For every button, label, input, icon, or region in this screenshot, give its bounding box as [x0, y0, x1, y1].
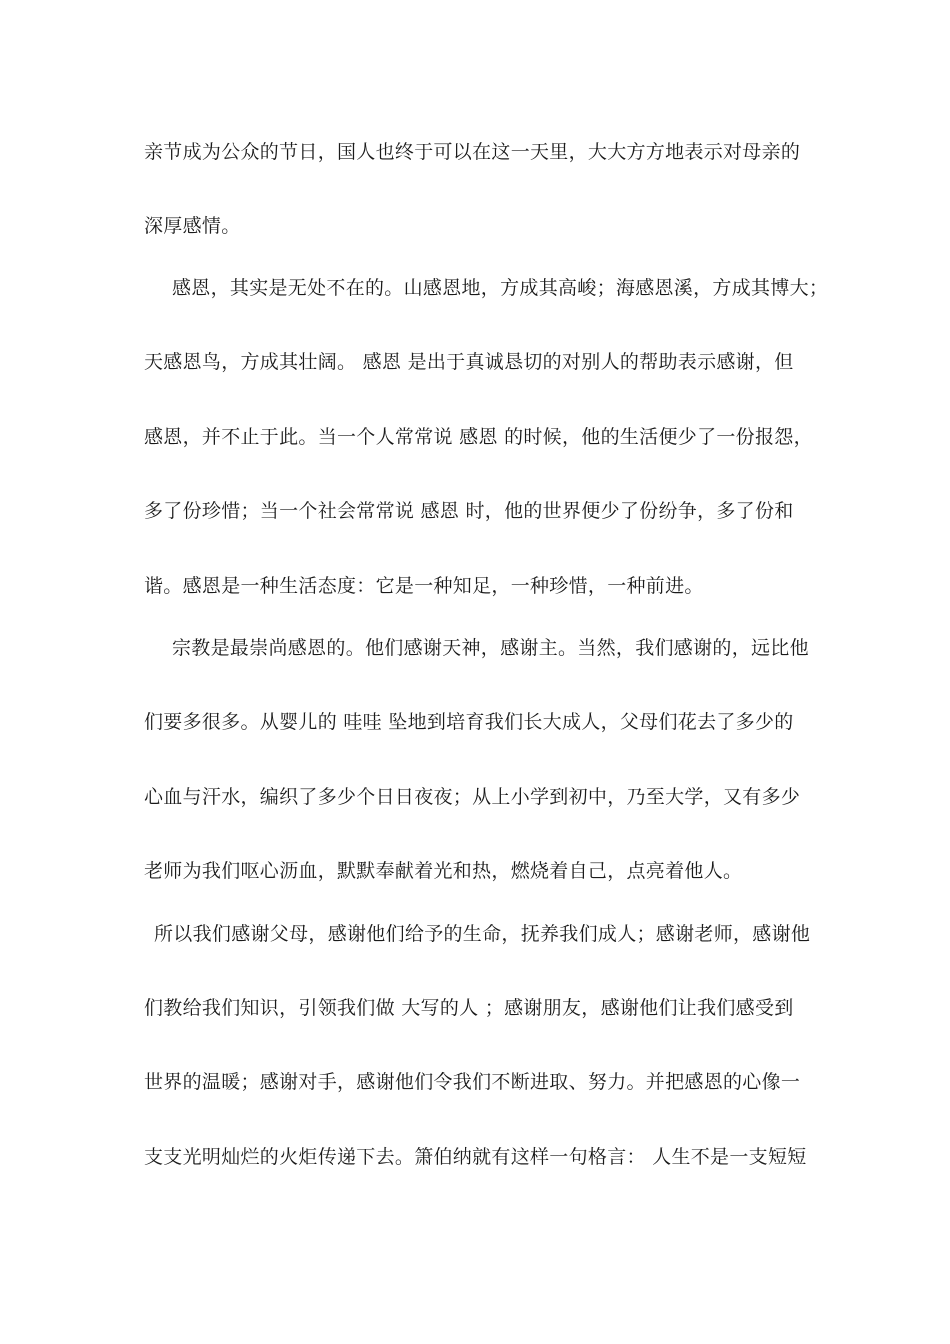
text-line: 谐。感恩是一种生活态度：它是一种知足，一种珍惜，一种前进。: [144, 575, 704, 597]
text-line: 支支光明灿烂的火炬传递下去。箫伯纳就有这样一句格言： 人生不是一支短短: [144, 1146, 807, 1168]
text-line: 亲节成为公众的节日，国人也终于可以在这一天里，大大方方地表示对母亲的: [144, 141, 801, 163]
text-line: 深厚感情。: [144, 215, 241, 237]
text-line: 心血与汗水，编织了多少个日日夜夜；从上小学到初中，乃至大学，又有多少: [144, 786, 801, 808]
text-line: 们教给我们知识，引领我们做 大写的人 ；感谢朋友，感谢他们让我们感受到: [144, 997, 794, 1019]
text-line: 老师为我们呕心沥血，默默奉献着光和热，燃烧着自己，点亮着他人。: [144, 860, 743, 882]
text-line: 感恩，其实是无处不在的。山感恩地，方成其高峻；海感恩溪，方成其博大；: [172, 277, 829, 299]
text-line: 感恩，并不止于此。当一个人常常说 感恩 的时候，他的生活便少了一份报怨，: [144, 426, 813, 448]
text-line: 世界的温暖；感谢对手，感谢他们令我们不断进取、努力。并把感恩的心像一: [144, 1071, 801, 1093]
text-line: 天感恩鸟，方成其壮阔。 感恩 是出于真诚恳切的对别人的帮助表示感谢，但: [144, 351, 794, 373]
text-line: 们要多很多。从婴儿的 哇哇 坠地到培育我们长大成人，父母们花去了多少的: [144, 711, 794, 733]
text-line: 多了份珍惜；当一个社会常常说 感恩 时，他的世界便少了份纷争，多了份和: [144, 500, 794, 522]
text-line: 宗教是最崇尚感恩的。他们感谢天神，感谢主。当然，我们感谢的，远比他: [172, 637, 809, 659]
text-line: 所以我们感谢父母，感谢他们给予的生命，抚养我们成人；感谢老师，感谢他: [154, 923, 811, 945]
